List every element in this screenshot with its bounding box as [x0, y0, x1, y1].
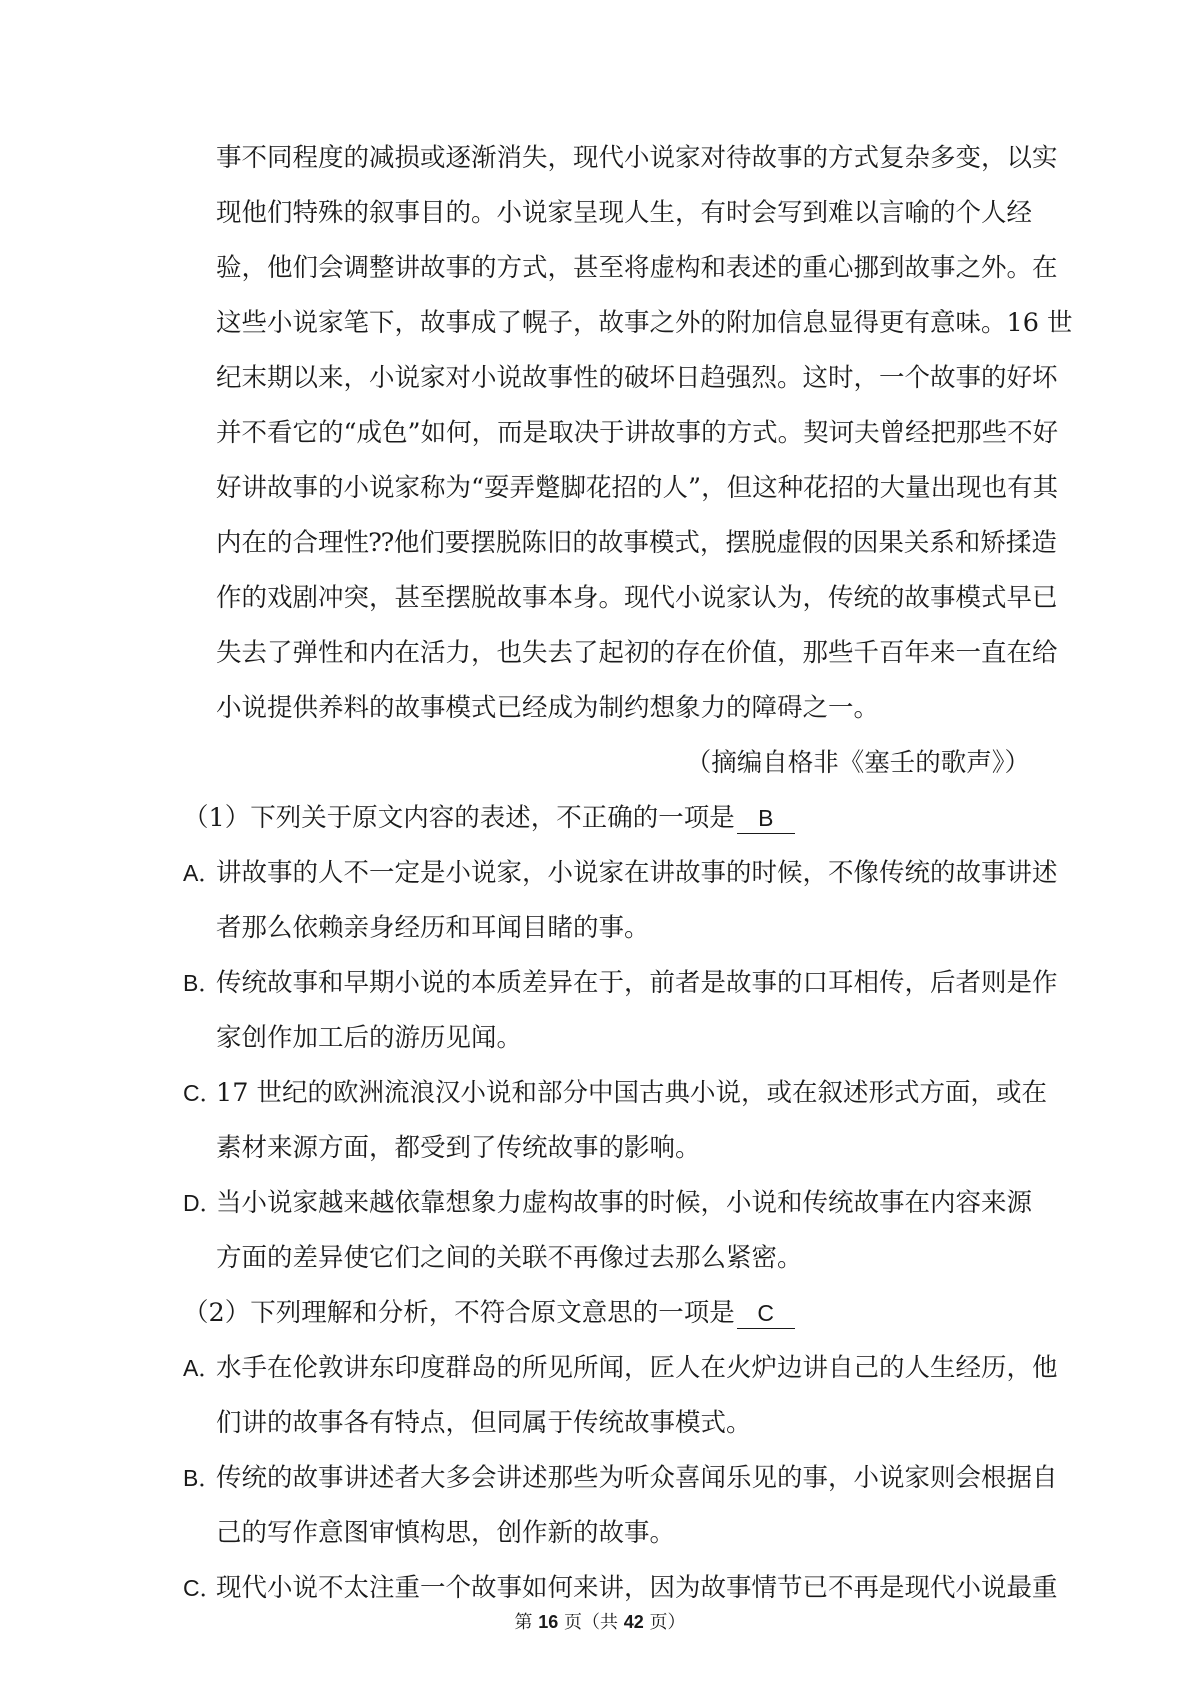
option-letter: C． — [183, 1080, 223, 1106]
option-letter: B． — [183, 970, 222, 996]
passage-line: 现他们特殊的叙事目的。小说家呈现人生，有时会写到难以言喻的个人经 — [216, 198, 1033, 228]
option-letter: B． — [183, 1465, 222, 1491]
option-letter: C． — [183, 1575, 223, 1601]
option-text: 传统的故事讲述者大多会讲述那些为听众喜闻乐见的事，小说家则会根据自 — [216, 1463, 1058, 1493]
question-stem-text: （1）下列关于原文内容的表述，不正确的一项是 — [183, 803, 735, 833]
passage-line: 作的戏剧冲突，甚至摆脱故事本身。现代小说家认为，传统的故事模式早已 — [216, 583, 1058, 613]
page-footer — [0, 1610, 1200, 1635]
option-letter: A． — [183, 1355, 222, 1381]
option-text: 传统故事和早期小说的本质差异在于，前者是故事的口耳相传，后者则是作 — [216, 968, 1058, 998]
option-text: 17 世纪的欧洲流浪汉小说和部分中国古典小说，或在叙述形式方面，或在 — [216, 1078, 1048, 1108]
question-stem — [183, 800, 795, 836]
passage-line: 内在的合理性⁇他们要摆脱陈旧的故事模式，摆脱虚假的因果关系和矫揉造 — [216, 528, 1057, 558]
passage-line: 这些小说家笔下，故事成了幌子，故事之外的附加信息显得更有意味。16 世 — [216, 308, 1073, 338]
option-text: 们讲的故事各有特点，但同属于传统故事模式。 — [216, 1408, 752, 1438]
option-text: 当小说家越来越依靠想象力虚构故事的时候，小说和传统故事在内容来源 — [216, 1188, 1033, 1218]
passage-line: 验，他们会调整讲故事的方式，甚至将虚构和表述的重心挪到故事之外。在 — [216, 253, 1058, 283]
option-letter: A． — [183, 860, 222, 886]
answer-blank: B — [737, 803, 795, 834]
page-total: 42 — [623, 1612, 644, 1632]
passage-line: 失去了弹性和内在活力，也失去了起初的存在价值，那些千百年来一直在给 — [216, 638, 1058, 668]
option-text: 者那么依赖亲身经历和耳闻目睹的事。 — [216, 913, 650, 943]
answer-blank: C — [737, 1298, 795, 1329]
option-text: 方面的差异使它们之间的关联不再像过去那么紧密。 — [216, 1243, 803, 1273]
footer-suffix: 页） — [643, 1612, 686, 1633]
option-text: 现代小说不太注重一个故事如何来讲，因为故事情节已不再是现代小说最重 — [216, 1573, 1058, 1603]
option-text: 素材来源方面，都受到了传统故事的影响。 — [216, 1133, 701, 1163]
passage-line: 事不同程度的减损或逐渐消失，现代小说家对待故事的方式复杂多变，以实 — [216, 143, 1058, 173]
passage-line: 小说提供养料的故事模式已经成为制约想象力的障碍之一。 — [216, 693, 880, 723]
passage-source: （摘编自格非《塞壬的歌声》） — [685, 748, 1030, 778]
option-letter: D． — [183, 1190, 223, 1216]
option-text: 己的写作意图审慎构思，创作新的故事。 — [216, 1518, 676, 1548]
passage-line: 纪末期以来，小说家对小说故事性的破坏日趋强烈。这时，一个故事的好坏 — [216, 363, 1058, 393]
page-number: 16 — [538, 1612, 559, 1632]
passage-line: 并不看它的“成色”如何，而是取决于讲故事的方式。契诃夫曾经把那些不好 — [216, 418, 1059, 448]
footer-prefix: 第 — [514, 1612, 539, 1633]
question-stem-text: （2）下列理解和分析，不符合原文意思的一项是 — [183, 1298, 735, 1328]
question-stem — [183, 1295, 795, 1331]
option-text: 讲故事的人不一定是小说家，小说家在讲故事的时候，不像传统的故事讲述 — [216, 858, 1058, 888]
footer-middle: 页（共 — [558, 1612, 624, 1633]
option-text: 水手在伦敦讲东印度群岛的所见所闻，匠人在火炉边讲自己的人生经历，他 — [216, 1353, 1058, 1383]
passage-line: 好讲故事的小说家称为“耍弄蹩脚花招的人”，但这种花招的大量出现也有其 — [216, 473, 1059, 503]
option-text: 家创作加工后的游历见闻。 — [216, 1023, 523, 1053]
